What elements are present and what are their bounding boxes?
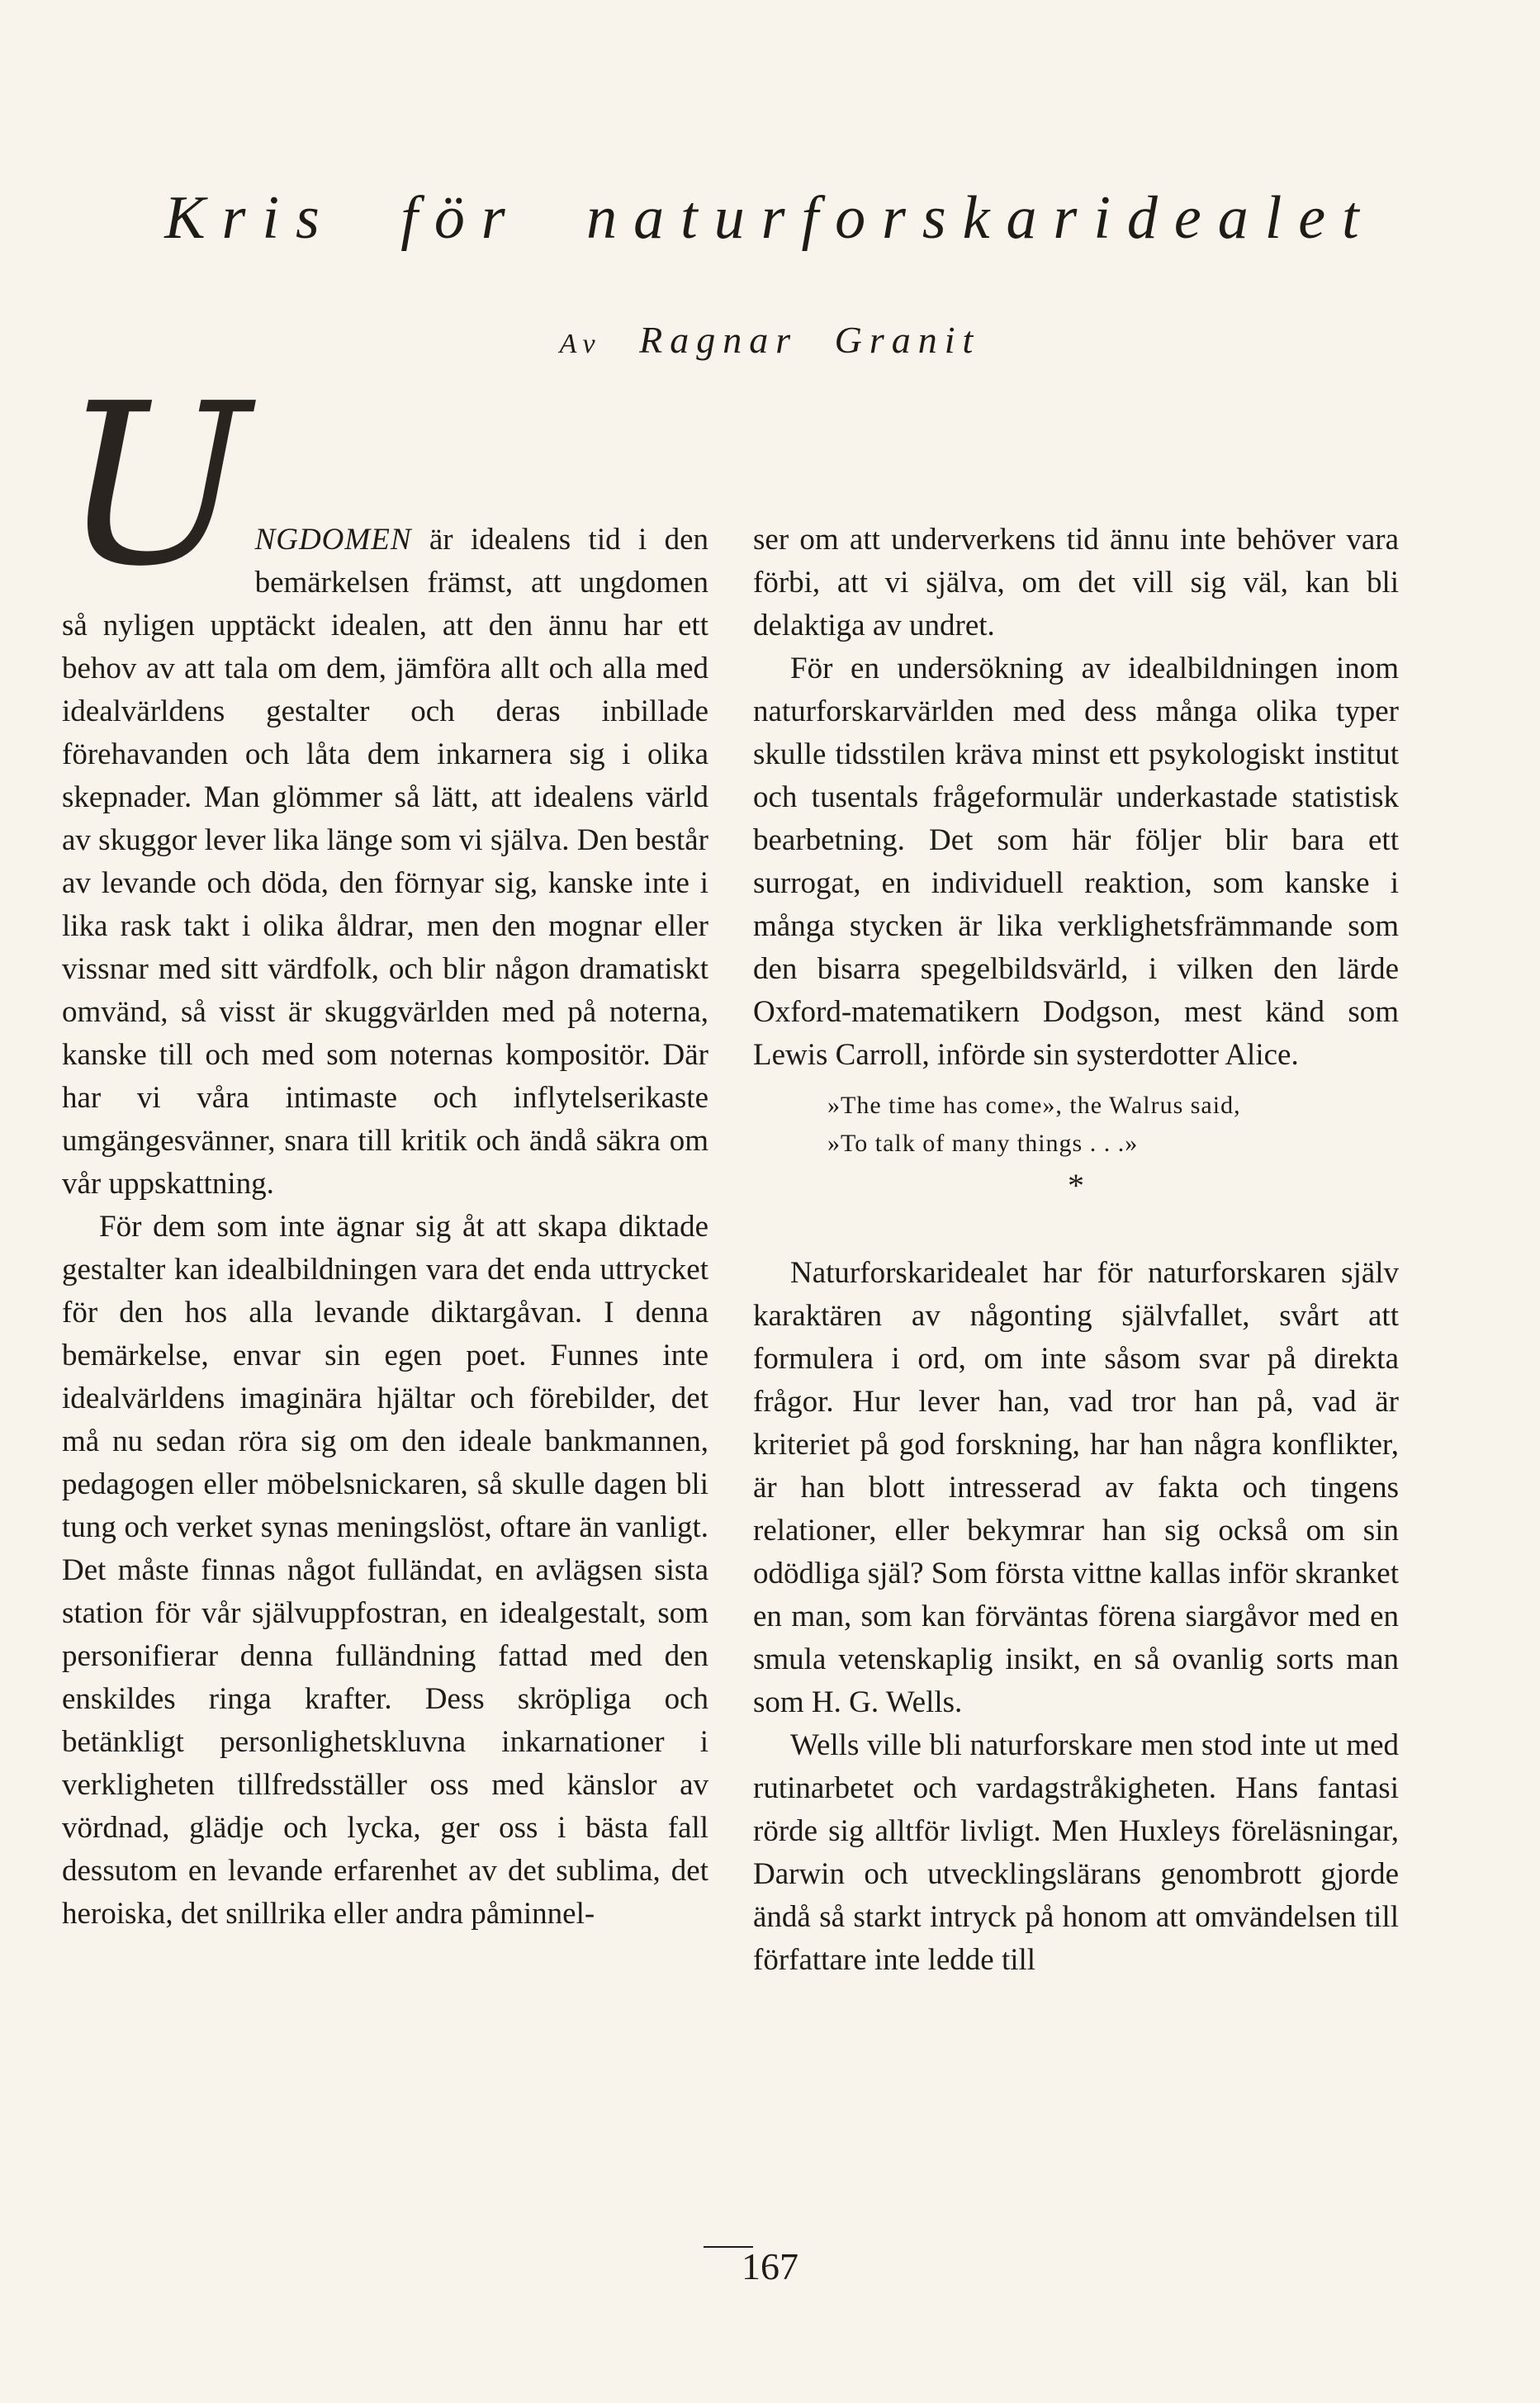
- section-asterism: *: [1068, 1167, 1084, 1204]
- opening-paragraph: [62, 355, 708, 1206]
- paragraph: För dem som inte ägnar sig åt att skapa diktade gestalter kan idealbildningen vara det enda uttrycket för den hos alla levande diktargåvan. I denna bemärkelse, envar sin egen poet. Funnes inte idealvärldens imaginära hjältar och förebilder, det må nu sedan röra sig om den ideale bankmannen, pedagogen eller möbelsnickaren, så skulle dagen bli tung och verket synas meningslöst, oftare än vanligt. Det måste finnas något fulländat, en avlägsen sista station för vår självuppfostran, en idealgestalt, som personifierar denna fulländning fattad med den enskildes ringa krafter. Dess skröpliga och betänkligt personlighetskluvna inkarnationer i verkligheten tillfredsställer oss med känslor av vördnad, glädje och lycka, ger oss i bästa fall dessutom en levande erfarenhet av det sublima, det heroiska, det snillrika eller andra påminnel-: [62, 1210, 708, 1931]
- paragraph-continued: ser om att underverkens tid ännu inte behöver vara förbi, att vi själva, om det vill sig väl, kan bli delaktiga av undret.: [753, 523, 1399, 642]
- drop-cap: U: [62, 355, 250, 615]
- right-column: [753, 519, 1399, 1982]
- byline-prefix: Av: [559, 329, 603, 359]
- paragraph: Naturforskaridealet har för naturforskaren själv karaktären av någonting självfallet, svårt att formulera i ord, om inte såsom svar på direkta frågor. Hur lever han, vad tror han på, vad är kriteriet på god forskning, har han några konflikter, är han blott intresserad av fakta och tingens relationer, eller bekymrar han sig också om sin odödliga själ? Som första vittne kallas inför skranket en man, som kan förväntas förena siargåvor med en smula vetenskaplig insikt, en så ovanlig sorts man som H. G. Wells.: [753, 1256, 1399, 1719]
- opening-paragraph-text: är idealens tid i den bemärkelsen främst, att ungdomen så nyligen upptäckt idealen, att den ännu har ett behov av att tala om dem, jämföra allt och alla med idealvärldens gestalter och deras inbillade förehavanden och låta dem inkarnera sig i olika skepnader. Man glömmer så lätt, att idealens värld av skuggor lever lika länge som vi själva. Den består av levande och döda, den förnyar sig, kanske inte i lika rask takt i olika åldrar, men den mognar eller vissnar med sitt värdfolk, och blir någon dramatiskt omvänd, så visst är skuggvärlden med på noterna, kanske till och med som noternas kompositör. Där har vi våra intimaste och inflytelserikaste umgängesvänner, snara till kritik och ändå säkra om vår uppskattning.: [62, 523, 708, 1201]
- verse-quote: [753, 1087, 1399, 1163]
- quote-line: »The time has come», the Walrus said,: [827, 1092, 1241, 1119]
- author-name: Ragnar Granit: [639, 319, 981, 361]
- page-number: 167: [742, 2245, 798, 2287]
- paragraph: För en undersökning av idealbildningen inom naturforskarvärlden med dess många olika typer skulle tidsstilen kräva minst ett psykologiskt institut och tusentals frågeformulär underkastade statistisk bearbetning. Det som här följer blir bara ett surrogat, en individuell reaktion, som kanske i många stycken är lika verklighetsfrämmande som den bisarra spegelbildsvärld, i vilken den lärde Oxford-matematikern Dodgson, mest känd som Lewis Carroll, införde sin systerdotter Alice.: [753, 652, 1399, 1072]
- paragraph: Wells ville bli naturforskare men stod inte ut med rutinarbetet och vardagstråkigheten. Hans fantasi rörde sig alltför livligt. Men Huxleys föreläsningar, Darwin och utvecklingslärans genombrott gjorde ändå så starkt intryck på honom att omvändelsen till författare inte ledde till: [753, 1728, 1399, 1977]
- lead-in: NGDOMEN: [254, 523, 412, 557]
- left-column: [62, 355, 708, 1936]
- article-title: Kris för naturforskaridealet: [164, 184, 1376, 252]
- quote-line: »To talk of many things . . .»: [827, 1130, 1139, 1157]
